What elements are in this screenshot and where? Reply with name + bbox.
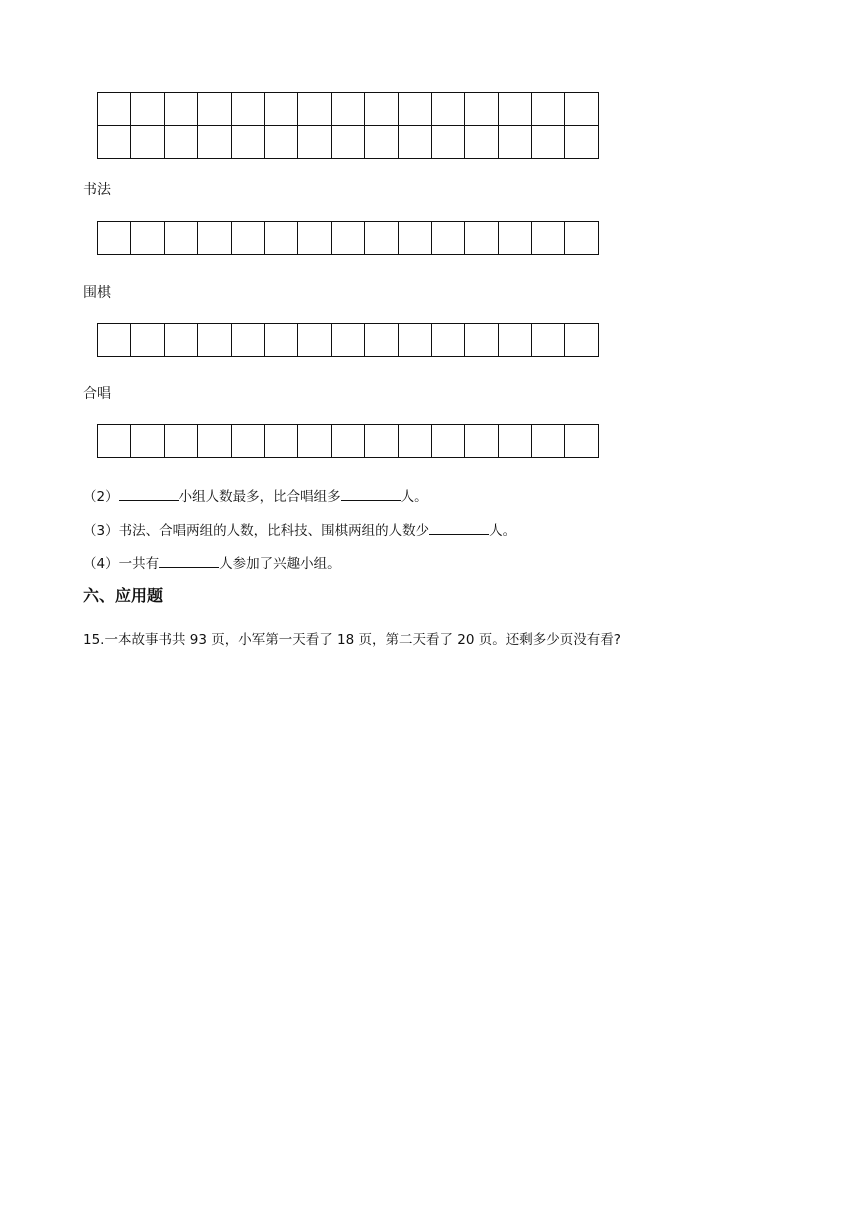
grid-cell (398, 126, 431, 159)
label-calligraphy: 书法 (83, 182, 111, 198)
grid-cell (198, 324, 231, 357)
grid-cell (231, 126, 264, 159)
question-3-prefix: （3）书法、合唱两组的人数，比科技、围棋两组的人数少 (83, 523, 430, 539)
grid-cell (565, 93, 598, 126)
grid-cell (532, 425, 565, 458)
grid-cell (164, 126, 197, 159)
grid-cell (465, 222, 498, 255)
grid-row (98, 324, 599, 357)
grid-cell (164, 425, 197, 458)
problem-15: 15.一本故事书共 93 页，小军第一天看了 18 页，第二天看了 20 页。还剩多少页没有看? (83, 632, 621, 648)
grid-cell (365, 93, 398, 126)
grid-cell (131, 126, 164, 159)
answer-blank[interactable] (119, 487, 179, 501)
grid-cell (532, 324, 565, 357)
grid-cell (164, 93, 197, 126)
grid-cell (264, 324, 297, 357)
grid-cell (298, 222, 331, 255)
grid-calligraphy (97, 221, 599, 255)
grid-cell (231, 425, 264, 458)
grid-cell (331, 93, 364, 126)
grid-cell (365, 126, 398, 159)
grid-cell (431, 93, 464, 126)
question-2-prefix: （2） (83, 489, 119, 505)
grid-cell (465, 324, 498, 357)
grid-cell (231, 93, 264, 126)
grid-cell (298, 93, 331, 126)
section-title: 六、应用题 (83, 586, 164, 605)
grid-cell (131, 93, 164, 126)
grid-cell (331, 126, 364, 159)
answer-blank[interactable] (341, 487, 401, 501)
grid-cell (298, 324, 331, 357)
grid-cell (264, 222, 297, 255)
grid-cell (298, 126, 331, 159)
grid-cell (365, 324, 398, 357)
question-2-suffix: 人。 (400, 489, 428, 505)
grid-cell (98, 425, 131, 458)
grid-cell (131, 425, 164, 458)
grid-cell (532, 93, 565, 126)
grid-cell (532, 222, 565, 255)
question-4 (83, 552, 341, 572)
grid-choir (97, 424, 599, 458)
grid-cell (565, 324, 598, 357)
grid-top (97, 92, 599, 159)
grid-cell (565, 222, 598, 255)
grid-cell (431, 222, 464, 255)
grid-cell (98, 222, 131, 255)
label-choir: 合唱 (83, 386, 111, 402)
grid-cell (398, 425, 431, 458)
grid-cell (498, 222, 531, 255)
grid-cell (465, 93, 498, 126)
grid-cell (264, 93, 297, 126)
grid-cell (264, 425, 297, 458)
grid-cell (98, 93, 131, 126)
grid-cell (398, 324, 431, 357)
grid-cell (231, 222, 264, 255)
grid-cell (131, 222, 164, 255)
grid-cell (498, 425, 531, 458)
question-4-prefix: （4）一共有 (83, 556, 160, 572)
grid-row (98, 222, 599, 255)
grid-cell (264, 126, 297, 159)
question-3 (83, 519, 516, 539)
grid-cell (565, 126, 598, 159)
grid-cell (465, 126, 498, 159)
grid-cell (431, 126, 464, 159)
grid-cell (498, 126, 531, 159)
grid-cell (331, 425, 364, 458)
question-2 (83, 485, 428, 505)
grid-row (98, 126, 599, 159)
grid-cell (431, 425, 464, 458)
grid-cell (565, 425, 598, 458)
grid-cell (164, 222, 197, 255)
grid-cell (98, 324, 131, 357)
grid-cell (498, 324, 531, 357)
grid-cell (465, 425, 498, 458)
grid-cell (198, 126, 231, 159)
grid-cell (198, 222, 231, 255)
grid-cell (365, 222, 398, 255)
question-2-mid: 小组人数最多，比合唱组多 (178, 489, 341, 505)
grid-cell (231, 324, 264, 357)
grid-row (98, 425, 599, 458)
grid-go (97, 323, 599, 357)
grid-cell (198, 425, 231, 458)
grid-cell (431, 324, 464, 357)
grid-cell (98, 126, 131, 159)
grid-row (98, 93, 599, 126)
answer-blank[interactable] (429, 521, 489, 535)
grid-cell (331, 324, 364, 357)
grid-cell (131, 324, 164, 357)
grid-cell (532, 126, 565, 159)
grid-cell (298, 425, 331, 458)
label-go: 围棋 (83, 285, 111, 301)
question-3-suffix: 人。 (489, 523, 517, 539)
question-4-suffix: 人参加了兴趣小组。 (219, 556, 341, 572)
grid-cell (365, 425, 398, 458)
answer-blank[interactable] (159, 554, 219, 568)
grid-cell (164, 324, 197, 357)
grid-cell (498, 93, 531, 126)
grid-cell (198, 93, 231, 126)
grid-cell (398, 93, 431, 126)
grid-cell (398, 222, 431, 255)
grid-cell (331, 222, 364, 255)
